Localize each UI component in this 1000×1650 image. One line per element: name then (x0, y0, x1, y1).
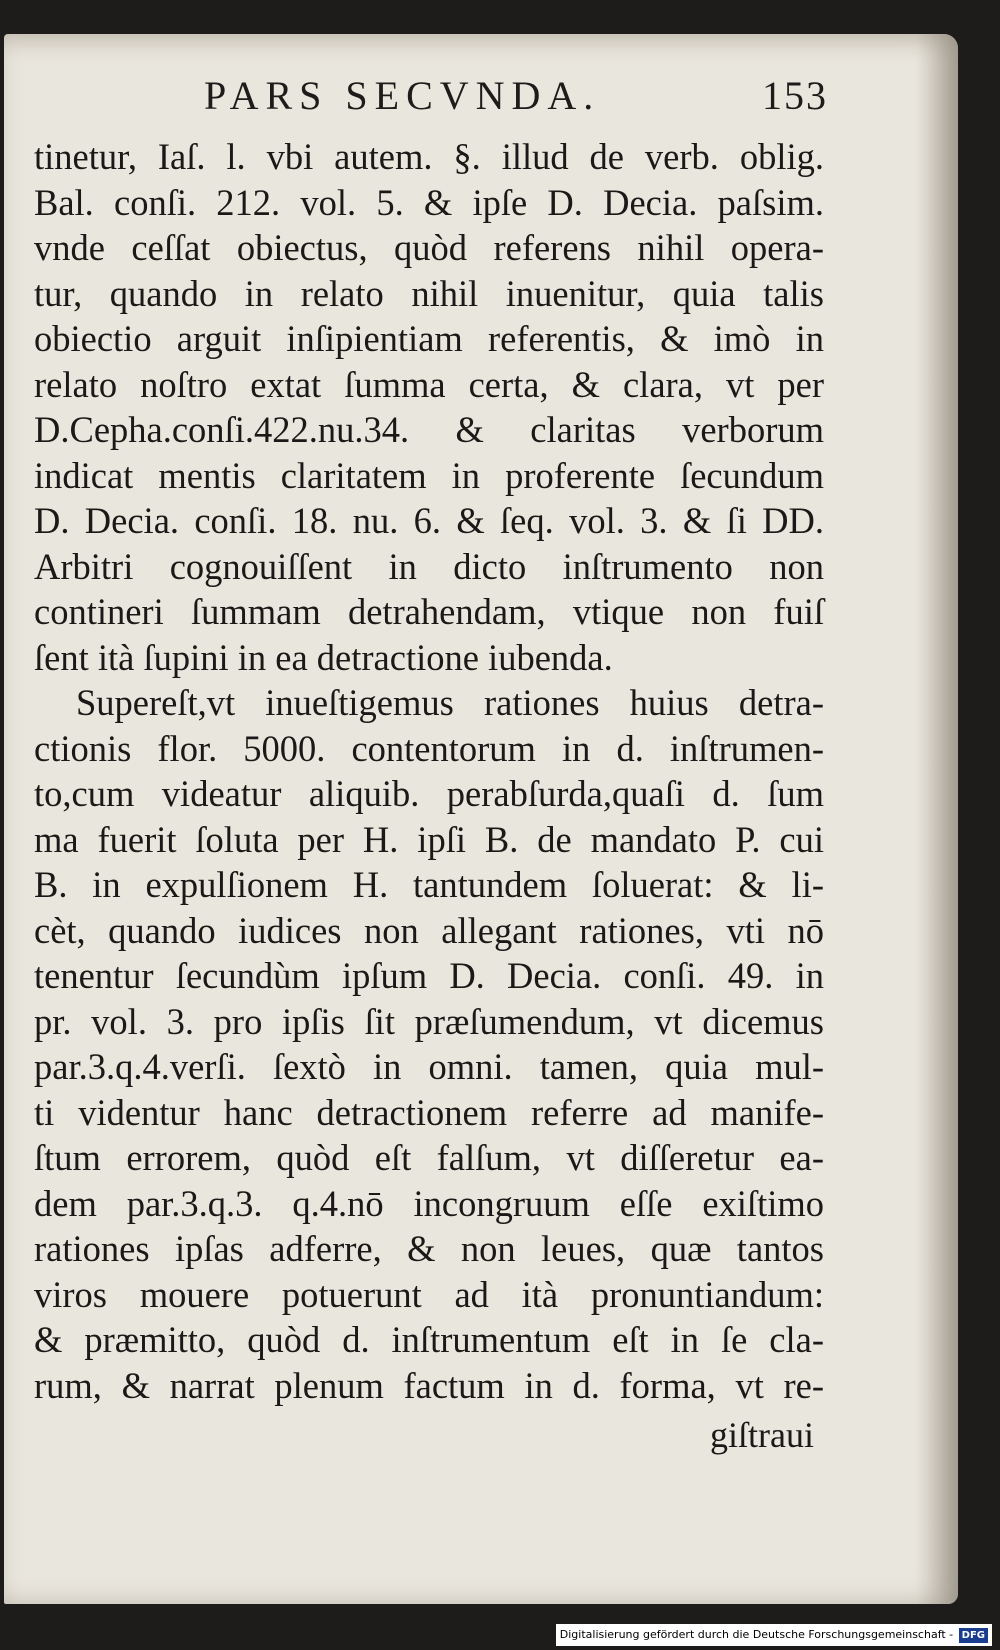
page-number: 153 (762, 73, 828, 118)
text-line: rationes ipſas adferre, & non leues, quæ tantos (34, 1228, 824, 1269)
running-head: PARS SECVNDA. (204, 73, 601, 118)
text-line: obiectio arguit inſipientiam referentis, & imò in (34, 318, 824, 359)
digitization-credit (556, 1624, 992, 1646)
credit-text: Digitalisierung gefördert durch die Deutsche Forschungsgemeinschaft - (559, 1628, 954, 1641)
text-line: vnde ceſſat obiectus, quòd referens nihil opera- (34, 227, 824, 268)
text-line: relato noſtro extat ſumma certa, & clara, vt per (34, 363, 824, 405)
text-line: tenentur ſecundùm ipſum D. Decia. conſi. 49. in (34, 955, 824, 996)
paragraph-first-line: Supereſt,vt inueſtigemus rationes huius detra- (76, 682, 824, 723)
text-line: & præmitto, quòd d. inſtrumentum eſt in ſe cla- (34, 1319, 824, 1360)
page-header (4, 72, 958, 132)
text-line: ti videntur hanc detractionem referre ad manife- (34, 1091, 824, 1133)
text-line: ctionis flor. 5000. contentorum in d. inſtrumen- (34, 727, 824, 769)
text-line: dem par.3.q.3. q.4.nō incongruum eſſe exiſtimo (34, 1182, 824, 1224)
dfg-logo: DFG (959, 1628, 988, 1643)
text-line: Bal. conſi. 212. vol. 5. & ipſe D. Decia. paſsim. (34, 181, 824, 223)
text-line: ſent ità ſupini in ea detractione iubenda. (34, 636, 613, 678)
body-text (34, 134, 824, 1408)
catchword: giſtraui (710, 1415, 814, 1455)
book-page (4, 34, 958, 1604)
text-line: indicat mentis claritatem in proferente ſecundum (34, 454, 824, 496)
text-line: B. in expulſionem H. tantundem ſoluerat: & li- (34, 864, 824, 905)
text-line: D.Cepha.conſi.422.nu.34. & claritas verborum (34, 409, 824, 450)
text-line: tur, quando in relato nihil inuenitur, quia talis (34, 272, 824, 314)
text-line: rum, & narrat plenum factum in d. forma, vt re- (34, 1364, 824, 1406)
text-line: contineri ſummam detrahendam, vtique non fuiſ (34, 591, 824, 632)
text-line: Arbitri cognouiſſent in dicto inſtrumento non (34, 545, 824, 587)
text-line: pr. vol. 3. pro ipſis ſit præſumendum, vt dicemus (34, 1000, 824, 1042)
text-line: to,cum videatur aliquib. perabſurda,quaſi d. ſum (34, 773, 824, 814)
text-line: D. Decia. conſi. 18. nu. 6. & ſeq. vol. 3. & ſi DD. (34, 500, 824, 541)
text-line: ma fuerit ſoluta per H. ipſi B. de mandato P. cui (34, 818, 824, 860)
text-line: par.3.q.4.verſi. ſextò in omni. tamen, quia mul- (34, 1046, 824, 1087)
text-line: ſtum errorem, quòd eſt falſum, vt diſſeretur ea- (34, 1137, 824, 1178)
text-line: tinetur, Iaſ. l. vbi autem. §. illud de verb. oblig. (34, 136, 824, 177)
text-line: viros mouere potuerunt ad ità pronuntiandum: (34, 1273, 824, 1315)
text-line: cèt, quando iudices non allegant rationes, vti nō (34, 909, 824, 951)
